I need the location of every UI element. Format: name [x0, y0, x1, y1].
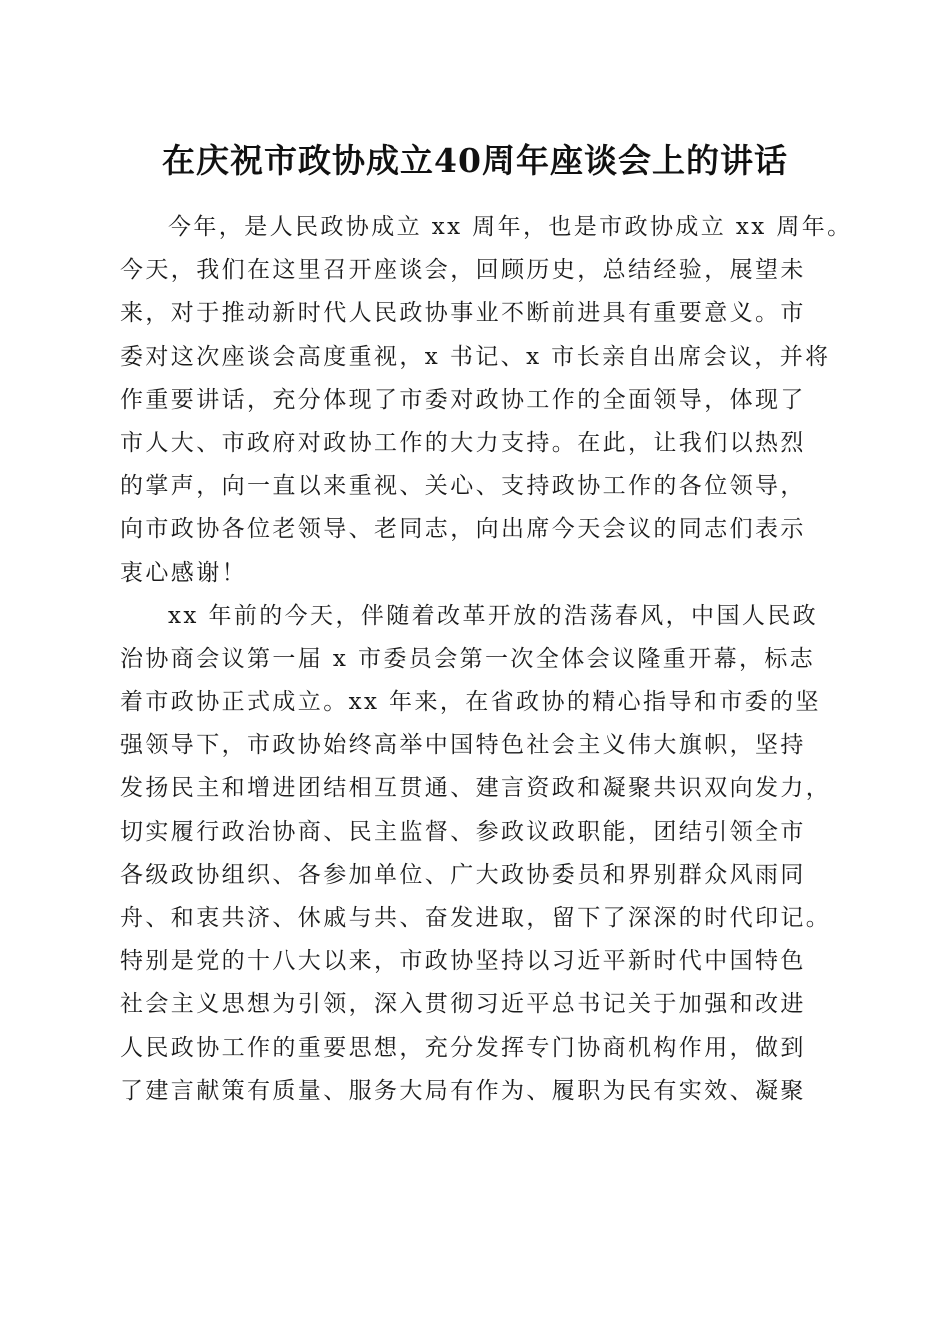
body-line: 人民政协工作的重要思想，充分发挥专门协商机构作用，做到 — [120, 1034, 806, 1061]
body-line: 了建言献策有质量、服务大局有作为、履职为民有实效、凝聚 — [120, 1077, 806, 1104]
body-line: 的掌声，向一直以来重视、关心、支持政协工作的各位领导， — [120, 473, 806, 500]
body-line: 今天，我们在这里召开座谈会，回顾历史，总结经验，展望未 — [120, 257, 806, 284]
body-line: 着市政协正式成立。xx 年来，在省政协的精心指导和市委的坚 — [120, 689, 821, 716]
body-line: 来，对于推动新时代人民政协事业不断前进具有重要意义。市 — [120, 300, 806, 327]
body-line: 向市政协各位老领导、老同志，向出席今天会议的同志们表示 — [120, 516, 806, 543]
body-line: 委对这次座谈会高度重视，x 书记、x 市长亲自出席会议，并将 — [120, 343, 831, 370]
document-title: 在庆祝市政协成立40周年座谈会上的讲话 — [162, 141, 788, 180]
body-line: 切实履行政治协商、民主监督、参政议政职能，团结引领全市 — [120, 818, 806, 845]
body-line: 市人大、市政府对政协工作的大力支持。在此，让我们以热烈 — [120, 429, 806, 456]
body-line: 强领导下，市政协始终高举中国特色社会主义伟大旗帜，坚持 — [120, 732, 806, 759]
body-line: xx 年前的今天，伴随着改革开放的浩荡春风，中国人民政 — [168, 602, 819, 629]
body-line: 衷心感谢！ — [120, 559, 247, 586]
body-line: 今年，是人民政协成立 xx 周年，也是市政协成立 xx 周年。 — [168, 214, 853, 240]
body-line: 发扬民主和增进团结相互贯通、建言资政和凝聚共识双向发力， — [120, 775, 832, 802]
body-line: 舟、和衷共济、休戚与共、奋发进取，留下了深深的时代印记。 — [120, 905, 832, 931]
body-line: 社会主义思想为引领，深入贯彻习近平总书记关于加强和改进 — [120, 991, 806, 1018]
body-line: 治协商会议第一届 x 市委员会第一次全体会议隆重开幕，标志 — [120, 645, 816, 672]
body-line: 特别是党的十八大以来，市政协坚持以习近平新时代中国特色 — [120, 948, 806, 975]
document-body — [120, 206, 860, 1113]
body-line: 作重要讲话，充分体现了市委对政协工作的全面领导，体现了 — [120, 386, 806, 413]
body-line: 各级政协组织、各参加单位、广大政协委员和界别群众风雨同 — [120, 861, 806, 888]
